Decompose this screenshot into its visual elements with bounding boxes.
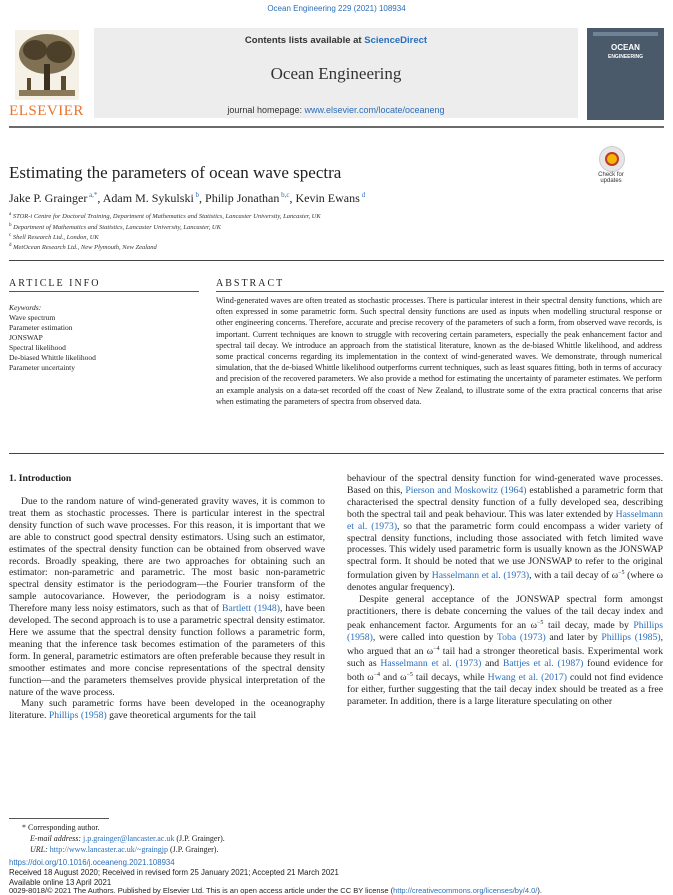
citation-link[interactable]: Pierson and Moskowitz — [405, 484, 498, 496]
paragraph: Despite general acceptance of the JONSWAP spectral form amongst practitioners, there is debate concerning the values of the tail decay index and peak enhancement factor. Arguments for an $\omega^{-5}$ tail decay, made by Phillips (1958), were called into question by Toba (1973) and later by Phillips (1985), who argued that an $\omega^{-4}$ tail had a stronger theoretical basis. Experimental work such as Hasselmann et al. (1973) and Battjes et al. (1987) found evidence for both $\omega^{-4}$ and $\omega^{-5}$ tail decays, while Hwang et al. (2017) could not find evidence for either, further suggesting that the tail decay index should be treated as a free parameter. In addition, there is a large literature speculating on other — [347, 594, 664, 708]
cover-title — [587, 44, 664, 61]
author-list: Jake P. Grainger $^{a,*}$, Adam M. Sykulski $^b$, Philip Jonathan $^{b,c}$, Kevin Ewans $^d$ — [9, 191, 366, 205]
citation-link[interactable]: (1958) — [347, 632, 373, 644]
author-affiliation-mark[interactable]: a,* — [87, 191, 98, 199]
available-online: Available online 13 April 2021 — [9, 878, 112, 887]
check-updates-icon — [599, 146, 625, 172]
email-link[interactable]: j.p.grainger@lancaster.ac.uk — [83, 834, 175, 843]
header-divider — [9, 126, 664, 128]
contents-line — [94, 35, 578, 46]
paragraph: Due to the random nature of wind-generated gravity waves, it is common to treat them as stochastic processes. There is particular interest in the spectral density function of such wave processes. For this reason, it is important that we are able to construct good spectral density estimators. Using such an estimator, estimates of the spectral density function can be obtained from observed wave records. Broadly speaking, there are two approaches for obtaining such an estimator: non-parametric and parametric. The most basic non-parametric spectral density estimator is the periodogram—the Fourier transform of the sample autocovariance. However, the periodogram is a noisy estimator. Therefore many less noisy estimators, such as that of Bartlett (1948), have been developed. The second approach is to use a parametric spectral density estimator. Here we assume that the spectral density function follows a parametric form, meaning that the inference task becomes estimation of the parameters of this form. In general, parametric estimators are often preferable because they result in smoother estimates and more concise representations of the spectral density function—and the parameters themselves provide physical interpretation of the nature of the wave process. — [9, 496, 325, 698]
journal-cover-image[interactable] — [587, 28, 664, 120]
paragraph: behaviour of the spectral density function for wind-generated wave processes. Based on this, Pierson and Moskowitz (1964) established a parametric form that characterised the spectral density function of a fully developed sea, describing both the spectral tail and peak behaviour. This was later extended by Hasselmann et al. (1973), so that the parametric form could encompass a wider variety of spectral density functions, including those associated with fetch limited wave processes. This widely used parametric form is usually known as the JONSWAP spectral form. It should be noted that we use JONSWAP to refer to the original formulation given by Hasselmann et al. (1973), with a tail decay of $\omega^{-5}$ (where ω denotes angular frequency). — [347, 473, 663, 594]
citation-link[interactable]: (1987) — [557, 658, 584, 670]
citation-link[interactable]: Hasselmann et al. (1973) — [431, 570, 530, 582]
affiliation-divider — [9, 260, 664, 261]
abstract-rule — [216, 291, 664, 292]
citation-link[interactable]: Bartlett (1948) — [222, 603, 280, 615]
homepage-link[interactable]: www.elsevier.com/locate/oceaneng — [304, 105, 445, 115]
elsevier-tree-icon — [15, 30, 79, 100]
paragraph: Many such parametric forms have been developed in the oceanography literature. Phillips (1958) gave theoretical arguments for the tail — [9, 698, 325, 722]
citation-link[interactable]: Phillips — [48, 710, 79, 722]
footnote-rule — [9, 818, 109, 819]
affiliation-c: $^c$ Shell Research Ltd., London, UK — [9, 233, 99, 242]
journal-citation[interactable]: Ocean Engineering 229 (2021) 108934 — [267, 4, 406, 13]
check-for-updates-button[interactable] — [592, 146, 630, 186]
article-info-heading: ARTICLE INFO — [9, 278, 101, 289]
citation-link[interactable]: Hwang et al. (2017) — [487, 672, 567, 684]
received-dates: Received 18 August 2020; Received in revised form 25 January 2021; Accepted 21 March 2021 — [9, 868, 339, 877]
abstract-heading: ABSTRACT — [216, 278, 285, 289]
citation-link[interactable]: (1985) — [634, 632, 661, 644]
citation-link[interactable]: Hasselmann et al. (1973) — [380, 658, 482, 670]
contents-prefix: Contents lists available at — [244, 35, 365, 46]
citation-link[interactable]: Phillips — [633, 620, 663, 632]
email-line: E-mail address: j.p.grainger@lancaster.ac.uk (J.P. Grainger). — [30, 834, 225, 843]
url-link[interactable]: http://www.lancaster.ac.uk/~graingjp — [49, 845, 169, 854]
author-name[interactable]: Kevin Ewans — [295, 191, 360, 205]
affiliation-d: $^d$ MetOcean Research Ltd., New Plymouth, New Zealand — [9, 243, 157, 252]
check-updates-label: Check for updates — [598, 172, 624, 184]
corresponding-author-note: * Corresponding author. — [22, 823, 100, 832]
journal-header-box — [94, 28, 578, 118]
cover-title-1: OCEAN — [611, 43, 640, 52]
license-link[interactable]: http://creativecommons.org/licenses/by/4.0/ — [393, 886, 538, 895]
homepage-prefix: journal homepage: — [227, 105, 305, 115]
doi-link[interactable]: https://doi.org/10.1016/j.oceaneng.2021.108934 — [9, 858, 175, 867]
right-column — [347, 473, 663, 708]
author-affiliation-mark[interactable]: b — [193, 191, 200, 199]
license-line: 0029-8018/© 2021 The Authors. Published by Elsevier Ltd. This is an open access article under the CC BY license (http://creativecommons.org/licenses/by/4.0/). — [9, 886, 542, 895]
affiliation-a: $^a$ STOR-i Centre for Doctoral Training, Department of Mathematics and Statistics, Lancaster University, Lancaster, UK — [9, 212, 321, 221]
cover-band — [593, 32, 658, 36]
keyword: Wave spectrum — [9, 313, 56, 322]
sciencedirect-link[interactable]: ScienceDirect — [364, 35, 428, 46]
left-column — [9, 496, 325, 722]
section-heading: 1. Introduction — [9, 473, 72, 484]
author-name[interactable]: Philip Jonathan — [205, 191, 280, 205]
elsevier-logo[interactable] — [9, 28, 84, 120]
url-line: URL: http://www.lancaster.ac.uk/~graingjp (J.P. Grainger). — [30, 845, 219, 854]
keywords-label: Keywords: — [9, 303, 42, 312]
keyword: Parameter estimation — [9, 323, 73, 332]
publisher-name: ELSEVIER — [9, 103, 84, 119]
keyword: De-biased Whittle likelihood — [9, 353, 96, 362]
author-name[interactable]: Jake P. Grainger — [9, 191, 88, 205]
keyword: JONSWAP — [9, 333, 43, 342]
article-title: Estimating the parameters of ocean wave spectra — [9, 163, 342, 182]
cover-title-2: ENGINEERING — [607, 54, 643, 60]
abstract-text: Wind-generated waves are often treated as stochastic processes. There is particular interest in their spectral density functions, which are often expressed in some parametric form. Such spectral density functions are used as inputs when modelling structural response or other engineering concerns. Therefore, accurate and precise recovery of the parameters of such a form, from observed wave records, is important. Current techniques are known to struggle with recovering certain parameters, especially the peak enhancement factor and spectral tail decay. We introduce an approach from the statistical literature, known as the de-biased Whittle likelihood, and address some practical concerns regarding its implementation in the context of wind-generated waves. We demonstrate, through numerical simulation, that the de-biased Whittle likelihood outperforms current techniques, such as least squares fitting, both in terms of accuracy and precision of the recovered parameters. We also provide a method for estimating the uncertainty of parameter estimates. We perform an example analysis on a data-set recorded off the coast of New Zealand, to illustrate some of the extra practical concerns that arise when estimating the parameters of spectra from observed data. — [216, 296, 662, 406]
author-name[interactable]: Adam M. Sykulski — [102, 191, 194, 205]
citation-link[interactable]: (1964) — [500, 484, 527, 496]
author-affiliation-mark[interactable]: d — [359, 191, 366, 199]
keyword: Parameter uncertainty — [9, 363, 76, 372]
citation-link[interactable]: Battjes et al. — [502, 658, 554, 670]
info-rule — [9, 291, 199, 292]
journal-name: Ocean Engineering — [270, 64, 402, 83]
keyword: Spectral likelihood — [9, 343, 66, 352]
homepage-line — [94, 105, 578, 115]
citation-link[interactable]: Hasselmann et al. (1973) — [347, 508, 663, 532]
citation-link[interactable]: Phillips — [601, 632, 632, 644]
author-affiliation-mark[interactable]: b,c — [279, 191, 290, 199]
citation-link[interactable]: (1958) — [80, 710, 107, 722]
affiliation-b: $^b$ Department of Mathematics and Statistics, Lancaster University, Lancaster, UK — [9, 223, 221, 232]
citation-link[interactable]: (1973) — [519, 632, 546, 644]
abstract-divider — [9, 453, 664, 454]
citation-link[interactable]: Toba — [496, 632, 517, 644]
